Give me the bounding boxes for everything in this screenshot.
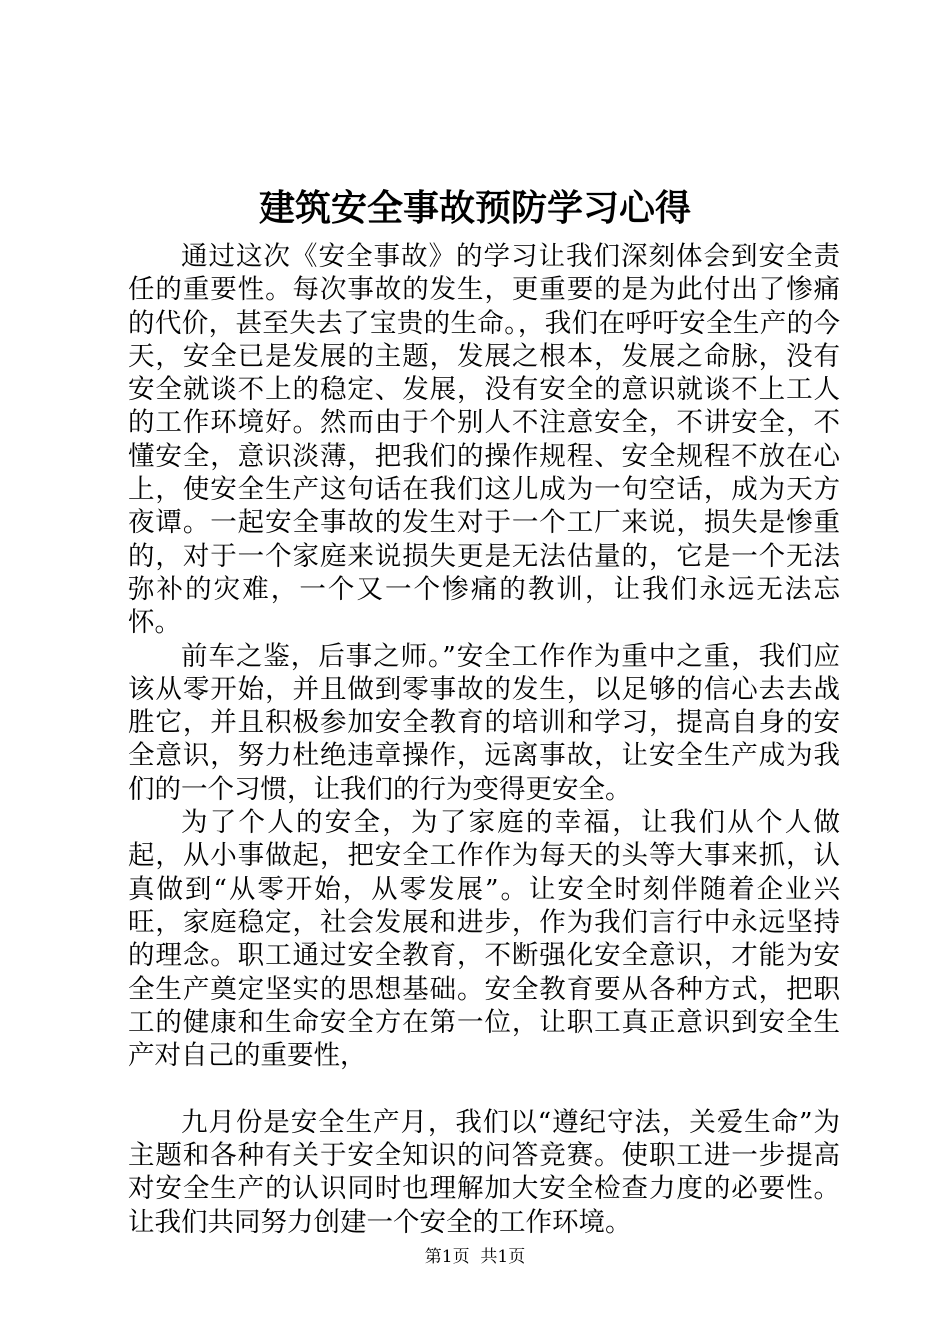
paragraph-1: 通过这次《安全事故》的学习让我们深刻体会到安全责任的重要性。每次事故的发生，更重要的是为此付出了惨痛的代价，甚至失去了宝贵的生命。，我们在呼吁安全生产的今天，安全已是发展的主题，发展之根本，发展之命脉，没有安全就谈不上的稳定、发展，没有安全的意识就谈不上工人的工作环境好。然而由于个别人不注意安全，不讲安全，不懂安全，意识淡薄，把我们的操作规程、安全规程不放在心上，使安全生产这句话在我们这儿成为一句空话，成为天方夜谭。一起安全事故的发生对于一个工厂来说，损失是惨重的，对于一个家庭来说损失更是无法估量的，它是一个无法弥补的灾难，一个又一个惨痛的教训，让我们永远无法忘怀。 — [128, 241, 840, 639]
page-number-label: 第1页 共1页 — [424, 1247, 526, 1267]
page-footer — [0, 1246, 950, 1268]
paragraph-4: 九月份是安全生产月，我们以“遵纪守法，关爱生命”为主题和各种有关于安全知识的问答竞赛。使职工进一步提高对安全生产的认识同时也理解加大安全检查力度的必要性。让我们共同努力创建一个安全的工作环境。 — [128, 1106, 840, 1238]
document-title: 建筑安全事故预防学习心得 — [258, 187, 691, 229]
document-body — [128, 240, 840, 1239]
paragraph-3: 为了个人的安全，为了家庭的幸福，让我们从个人做起，从小事做起，把安全工作作为每天的头等大事来抓，认真做到“从零开始，从零发展”。让安全时刻伴随着企业兴旺，家庭稳定，社会发展和进步，作为我们言行中永远坚持的理念。职工通过安全教育，不断强化安全意识，才能为安全生产奠定坚实的思想基础。安全教育要从各种方式，把职工的健康和生命安全方在第一位，让职工真正意识到安全生产对自己的重要性， — [128, 807, 840, 1072]
paragraph-2: 前车之鉴，后事之师。”安全工作作为重中之重，我们应该从零开始，并且做到零事故的发生，以足够的信心去去战胜它，并且积极参加安全教育的培训和学习，提高自身的安全意识，努力杜绝违章操作，远离事故，让安全生产成为我们的一个习惯，让我们的行为变得更安全。 — [128, 640, 840, 805]
paragraph-spacer — [128, 1072, 840, 1105]
